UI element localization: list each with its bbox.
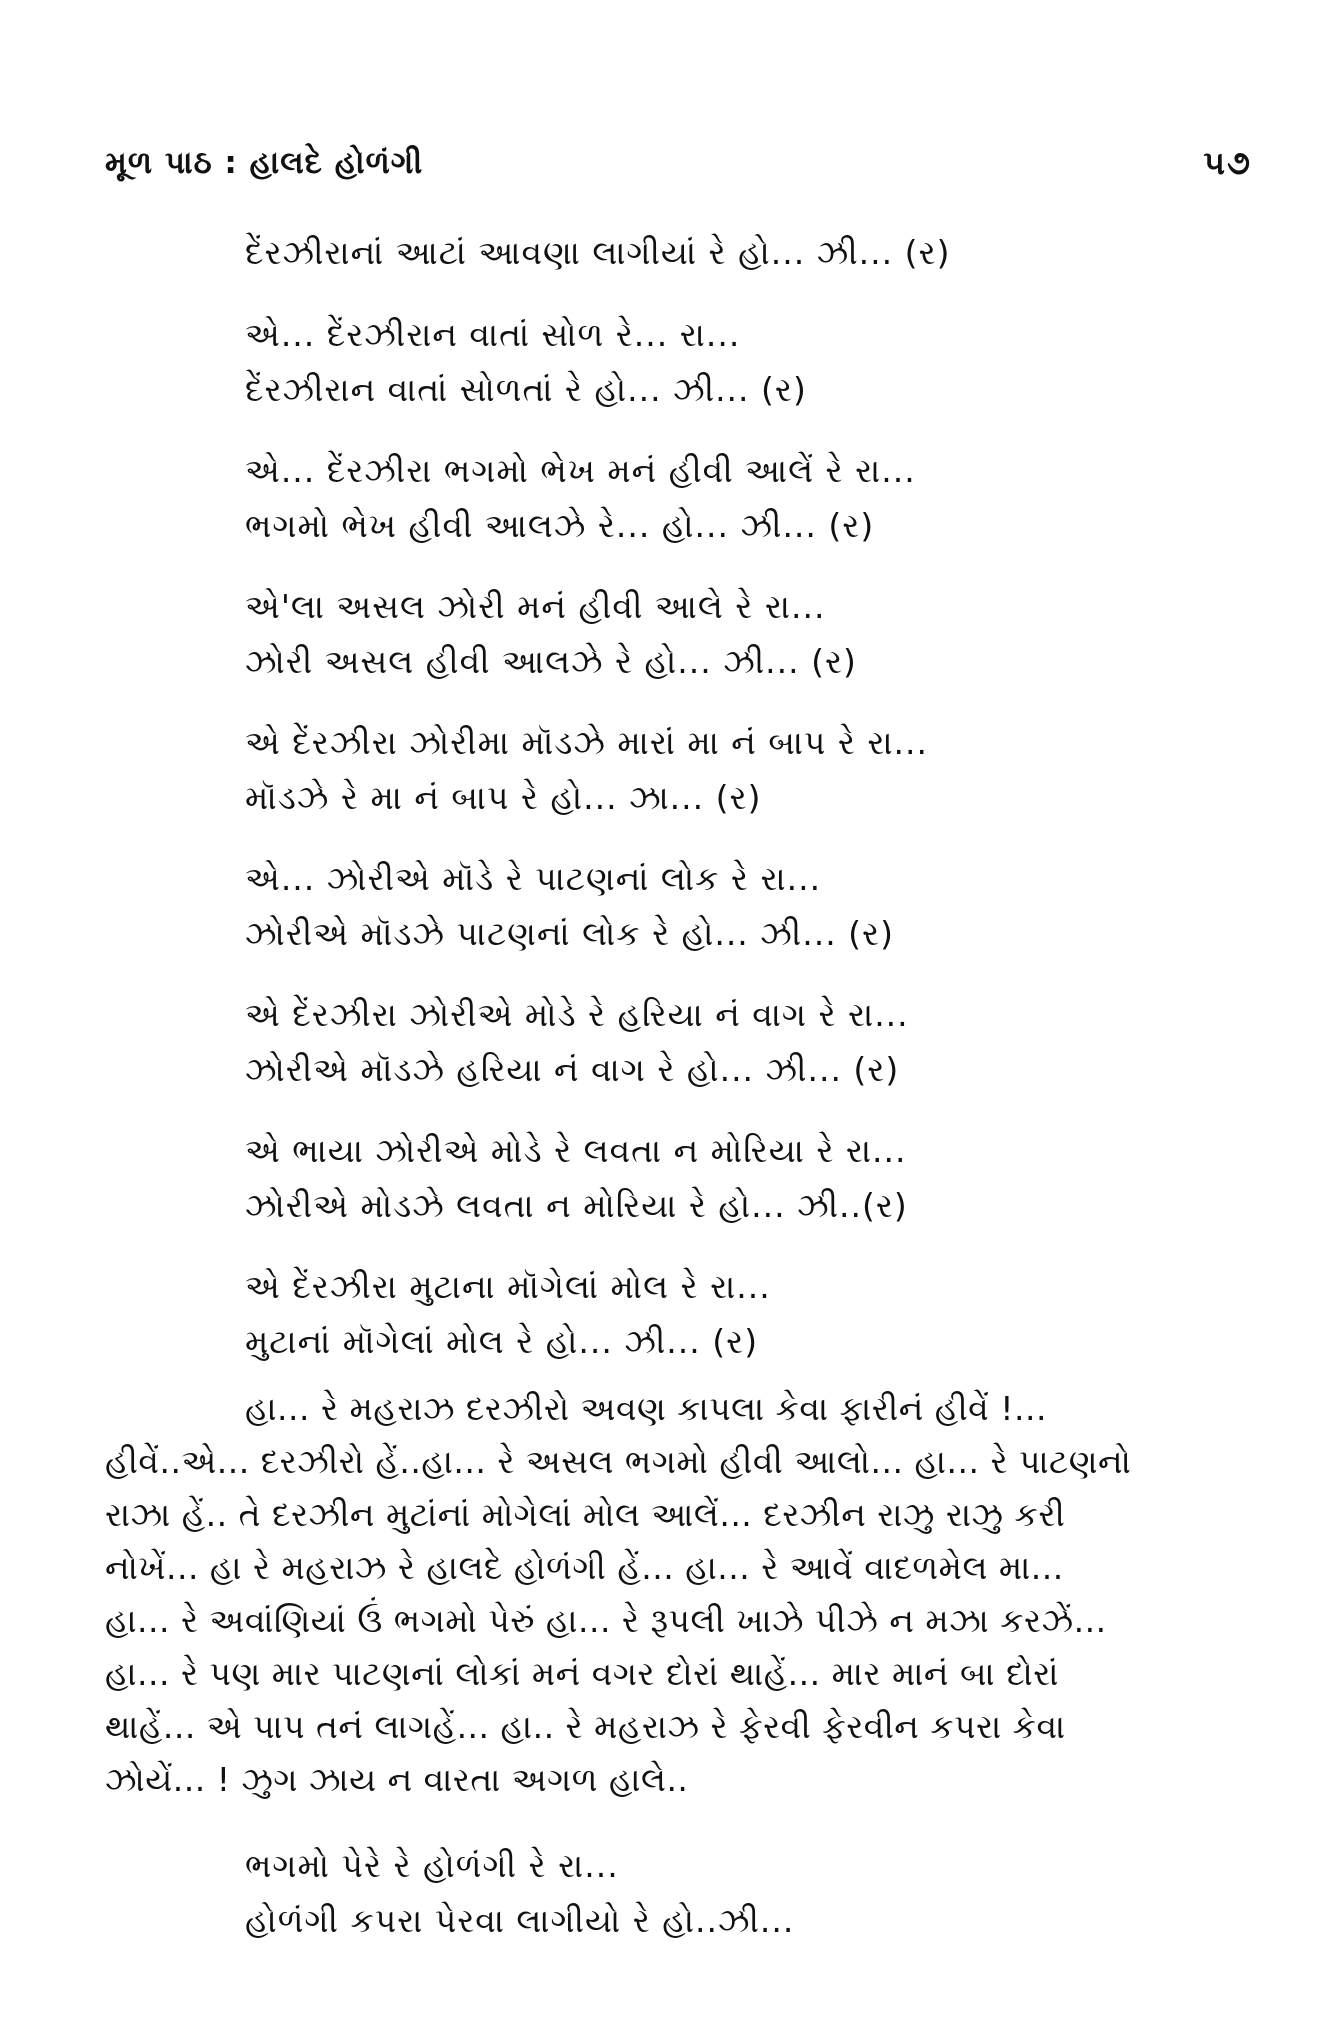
stanza-7 [245,987,1245,1097]
verse-line: ઝોરીએ મૉડઝે પાટણનાં લોક રે હો... ઝી... (ર) [245,914,894,953]
verse-line: એ દેંરઝીરા મુટાના મૉગેલાં મોલ રે રા... [245,1267,771,1306]
prose-paragraph [105,1382,1240,1806]
verse-line: દેંરઝીરાનાં આટાં આવણા લાગીયાં રે હો... ઝી... (ર) [245,233,951,272]
stanza-3 [245,443,1245,553]
verse-line: એ'લા અસલ ઝોરી મનં હીવી આલે રે રા... [245,587,826,626]
closing-stanza [245,1838,1245,1948]
stanza-6 [245,851,1245,961]
prose-line: ઝોયેં... ! ઝુગ ઝાય ન વારતા અગળ હાલે.. [105,1760,689,1799]
stanza-1 [245,225,1245,280]
verse-line: હોળંગી કપરા પેરવા લાગીયો રે હો..ઝી... [245,1901,795,1940]
stanza-2 [245,307,1245,417]
verse-line: એ... દેંરઝીરાન વાતાં સોળ રે... રા... [245,315,741,354]
verse-line: દેંરઝીરાન વાતાં સોળતાં રે હો... ઝી... (ર) [245,370,807,409]
stanza-4 [245,579,1245,689]
verse-line: એ... દેંરઝીરા ભગમો ભેખ મનં હીવી આલેં રે રા... [245,451,916,490]
prose-line: હા... રે પણ માર પાટણનાં લોકાં મનં વગર દોરાં થાહેં... માર માનં બા દોરાં [105,1654,1059,1693]
verse-line: ભગમો પેરે રે હોળંગી રે રા... [245,1846,619,1885]
verse-line: ભગમો ભેખ હીવી આલઝે રે... હો... ઝી... (ર) [245,506,875,545]
prose-line: હા... રે અવાંણિયાં ઉં ભગમો પેરું હા... રે રૂપલી ખાઝે પીઝે ન મઝા કરઝેં... [105,1601,1107,1640]
verse-line: મૉડઝે રે મા નં બાપ રે હો... ઝા... (ર) [245,778,762,817]
verse-line: ઝોરીએ મૉડઝે હરિયા નં વાગ રે હો... ઝી... (ર) [245,1050,900,1089]
page-header [105,138,1252,188]
stanza-8 [245,1123,1245,1233]
stanza-5 [245,715,1245,825]
verse-line: ઝોરી અસલ હીવી આલઝે રે હો... ઝી... (ર) [245,642,857,681]
running-head: મૂળ પાઠ : હાલદે હોળંગી [105,144,424,181]
verse-line: ઝોરીએ મોડઝે લવતા ન મોરિયા રે હો... ઝી..(ર) [245,1186,908,1225]
page-number: ૫૭ [1203,143,1252,182]
prose-line: થાહેં... એ પાપ તનં લાગહેં... હા.. રે મહરાઝ રે ફેરવી ફેરવીન કપરા કેવા [105,1707,1066,1746]
stanza-9 [245,1259,1245,1369]
verse-line: એ... ઝોરીએ મૉડે રે પાટણનાં લોક રે રા... [245,859,822,898]
prose-line: રાઝા હેં.. તે દરઝીન મુટાંનાં મોગેલાં મોલ આલેં... દરઝીન રાઝુ રાઝુ કરી [105,1495,1066,1534]
verse-line: મુટાનાં મૉગેલાં મોલ રે હો... ઝી... (ર) [245,1322,759,1361]
verse-line: એ દેંરઝીરા ઝોરીએ મોડે રે હરિયા નં વાગ રે રા... [245,995,909,1034]
verse-line: એ દેંરઝીરા ઝોરીમા મૉડઝે મારાં મા નં બાપ રે રા... [245,723,928,762]
prose-line: નોખેં... હા રે મહરાઝ રે હાલદે હોળંગી હેં... હા... રે આવેં વાદળમેલ મા... [105,1548,1064,1587]
prose-line: હીવેં..એ... દરઝીરો હેં..હા... રે અસલ ભગમો હીવી આલો... હા... રે પાટણનો [105,1442,1132,1481]
prose-line: હા... રે મહરાઝ દરઝીરો અવણ કાપલા કેવા ફારીનં હીવેં !... [245,1389,1047,1428]
verse-line: એ ભાયા ઝોરીએ મોડે રે લવતા ન મોરિયા રે રા... [245,1131,907,1170]
